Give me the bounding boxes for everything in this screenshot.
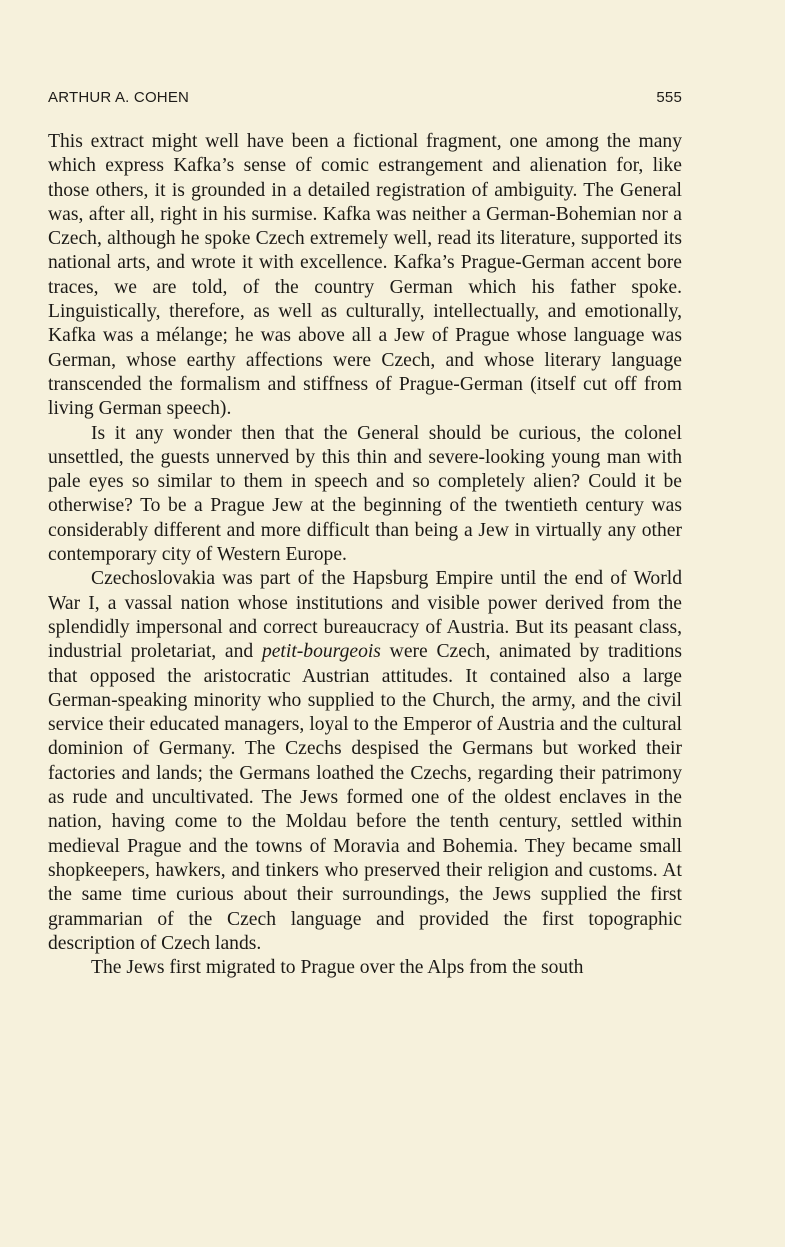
paragraph-3-part-2: were Czech, animated by traditions that opposed the aristocratic Austrian attitudes. It contained also a large German-speaking minority who supplied to the Church, the army, and the civil service their educated managers, loyal to the Emperor of Austria and the cultural dominion of Germany. The Czechs despised the Germans but worked their factories and lands; the Germans loathed the Czechs, regarding their patrimony as rude and uncultivated. The Jews formed one of the oldest enclaves in the nation, having come to the Moldau before the tenth century, settled within medieval Prague and the towns of Moravia and Bohemia. They became small shopkeepers, hawkers, and tinkers who preserved their religion and customs. At the same time curious about their surroundings, the Jews supplied the first grammarian of the Czech language and provided the first topographic description of Czech lands.: [48, 641, 682, 954]
paragraph-3-part-1: Czechoslovakia was part of the Hapsburg Empire until the end of World War I, a vassal nation whose institutions and visible power derived from the splendidly impersonal and correct bureaucracy of Austria. But its peasant class, industrial proletariat, and: [48, 568, 682, 663]
paragraph-4: The Jews first migrated to Prague over the Alps from the south: [91, 957, 584, 979]
running-head: [48, 89, 682, 111]
running-head-author: ARTHUR A. COHEN: [48, 89, 190, 106]
paragraph-2: Is it any wonder then that the General should be curious, the colonel unsettled, the guests unnerved by this thin and severe-looking young man with pale eyes so similar to them in speech and so completely alien? Could it be otherwise? To be a Prague Jew at the beginning of the twentieth century was considerably different and more difficult than being a Jew in virtually any other contemporary city of Western Europe.: [48, 422, 682, 566]
paragraph-1: This extract might well have been a fictional fragment, one among the many which express Kafka’s sense of comic estrangement and alienation for, like those others, it is grounded in a detailed registration of ambiguity. The General was, after all, right in his surmise. Kafka was neither a German-Bohemian nor a Czech, although he spoke Czech extremely well, read its literature, supported its national arts, and wrote it with excellence. Kafka’s Prague-German accent bore traces, we are told, of the country German which his father spoke. Linguistically, therefore, as well as culturally, intellectually, and emotionally, Kafka was a mélange; he was above all a Jew of Prague whose language was German, whose earthy affections were Czech, and whose literary language transcended the formalism and stiffness of Prague-German (itself cut off from living German speech).: [48, 131, 682, 420]
page-number: 555: [656, 89, 682, 106]
italic-term: petit-bourgeois: [261, 641, 381, 663]
paragraph-3: [48, 567, 682, 956]
body-text: [48, 130, 682, 980]
